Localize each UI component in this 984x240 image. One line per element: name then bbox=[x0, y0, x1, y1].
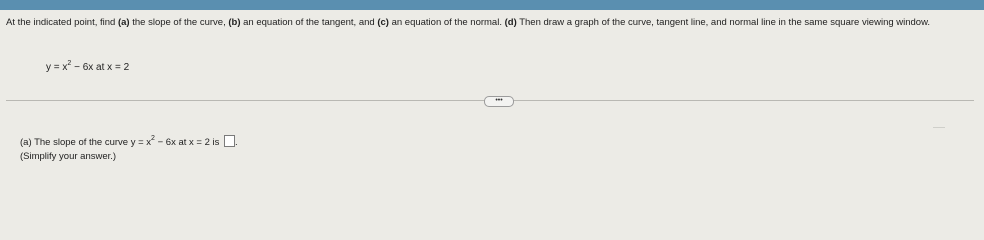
part-c-label: (c) bbox=[377, 17, 389, 28]
problem-statement bbox=[6, 16, 976, 29]
top-bar bbox=[0, 0, 984, 10]
expand-more-button[interactable]: ••• bbox=[484, 96, 514, 107]
slope-answer-input[interactable] bbox=[224, 135, 235, 147]
part-a-label: (a) bbox=[117, 17, 130, 28]
question-a bbox=[20, 135, 238, 148]
equation-exponent: 2 bbox=[67, 60, 72, 67]
problem-text: the slope of the curve, bbox=[129, 17, 229, 28]
problem-text: Then draw a graph of the curve, tangent line, and normal line in the same square viewing window. bbox=[516, 17, 931, 28]
equation-rest: − 6x at x = 2 bbox=[71, 62, 130, 73]
question-text: (a) The slope of the curve bbox=[20, 137, 131, 148]
question-period: . bbox=[235, 137, 238, 148]
simplify-hint: (Simplify your answer.) bbox=[20, 151, 117, 162]
problem-text: an equation of the tangent, and bbox=[240, 17, 378, 28]
problem-text: At the indicated point, find bbox=[6, 17, 118, 28]
part-b-label: (b) bbox=[228, 17, 241, 28]
equation-base: y = x bbox=[46, 62, 68, 73]
decorative-dash bbox=[933, 127, 945, 128]
given-equation bbox=[46, 62, 129, 73]
question-equation-exponent: 2 bbox=[151, 135, 155, 142]
problem-text: an equation of the normal. bbox=[388, 17, 505, 28]
question-equation-rest: − 6x at x = 2 is bbox=[154, 137, 223, 148]
question-equation-base: y = x bbox=[130, 137, 152, 148]
part-d-label: (d) bbox=[504, 17, 517, 28]
